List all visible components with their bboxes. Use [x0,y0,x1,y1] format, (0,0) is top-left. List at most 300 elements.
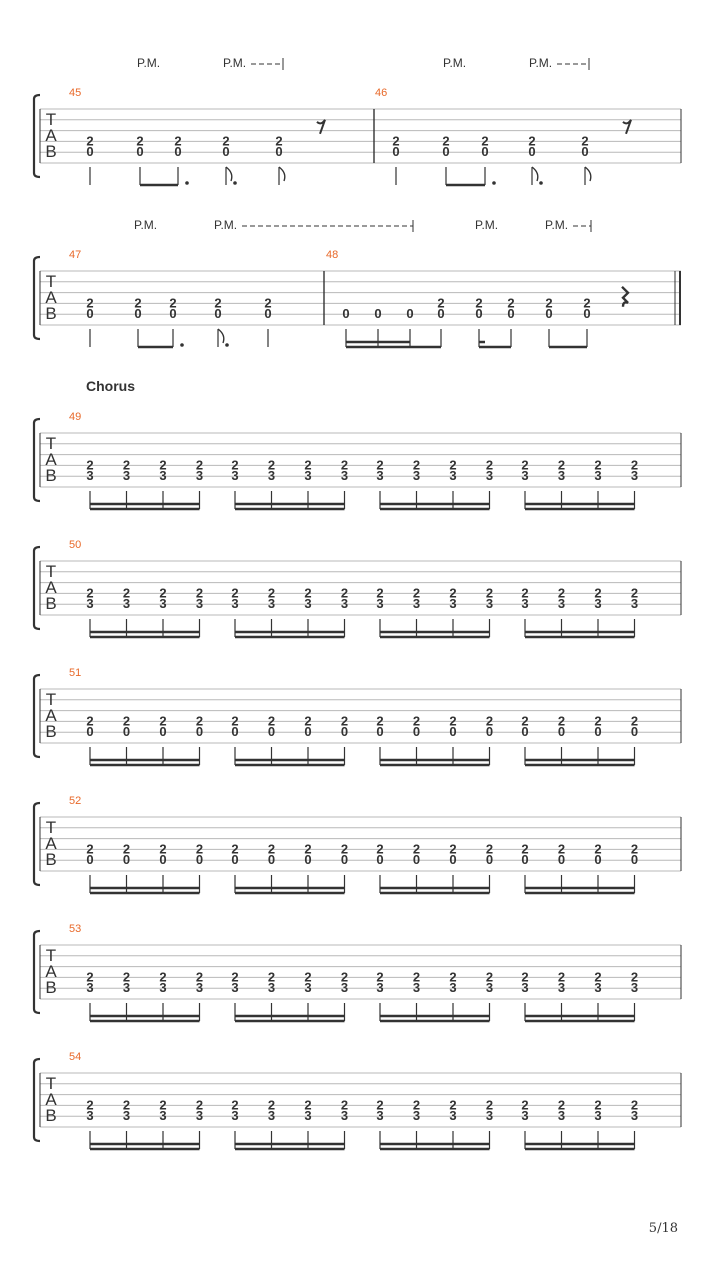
fret-number: 2 [275,133,283,149]
fret-number: 3 [557,596,566,612]
tab-clef-letter: T [45,946,57,965]
palm-mute-label: P.M. [134,218,158,232]
palm-mute-label: P.M. [475,218,499,232]
fret-number: 2 [86,457,94,473]
fret-number: 2 [267,969,276,985]
fret-number: 2 [630,841,639,857]
fret-number: 3 [231,980,239,996]
fret-number: 2 [340,457,349,473]
fret-number: 2 [449,1097,457,1113]
fret-number: 0 [342,306,350,322]
fret-number: 2 [122,969,131,985]
fret-number: 2 [557,457,566,473]
fret-number: 2 [159,841,167,857]
tab-clef-letter: A [45,578,57,597]
fret-number: 2 [449,713,457,729]
fret-number: 0 [485,724,494,740]
fret-number: 3 [340,596,349,612]
fret-number: 3 [195,980,204,996]
fret-number: 0 [340,852,349,868]
fret-number: 0 [86,144,94,160]
tab-clef-letter: T [45,272,57,291]
dot [539,181,543,185]
palm-mute-label: P.M. [529,56,553,70]
fret-number: 2 [412,1097,421,1113]
fret-number: 2 [449,841,457,857]
fret-number: 3 [231,468,239,484]
fret-number: 2 [267,457,276,473]
fret-number: 2 [231,969,239,985]
fret-number: 2 [485,841,494,857]
fret-number: 2 [583,295,591,311]
fret-number: 3 [231,1108,239,1124]
fret-number: 2 [630,1097,639,1113]
fret-number: 2 [174,133,182,149]
fret-number: 3 [412,468,421,484]
fret-number: 3 [267,980,276,996]
fret-number: 2 [231,457,239,473]
fret-number: 2 [231,585,239,601]
tab-clef-letter: A [45,288,57,307]
fret-number: 2 [412,713,421,729]
fret-number: 0 [86,852,94,868]
dot [492,181,496,185]
fret-number: 2 [195,713,204,729]
fret-number: 3 [159,980,167,996]
measure-number: 45 [69,87,82,99]
fret-number: 2 [86,713,94,729]
fret-number: 2 [412,841,421,857]
fret-number: 3 [485,468,494,484]
fret-number: 2 [485,713,494,729]
fret-number: 0 [231,852,239,868]
fret-number: 0 [195,724,204,740]
fret-number: 3 [412,980,421,996]
fret-number: 0 [485,852,494,868]
fret-number: 2 [86,969,94,985]
system-bracket [34,95,40,177]
fret-number: 2 [340,713,349,729]
fret-number: 2 [521,1097,529,1113]
fret-number: 2 [449,585,457,601]
fret-number: 3 [485,1108,494,1124]
fret-number: 2 [195,1097,204,1113]
note-flag [218,329,224,343]
tab-clef-letter: A [45,126,57,145]
fret-number: 2 [594,585,602,601]
tab-clef-letter: B [45,594,57,613]
eighth-rest [623,120,631,134]
system-bracket [34,675,40,757]
fret-number: 3 [304,468,312,484]
tab-clef-letter: A [45,706,57,725]
fret-number: 3 [195,468,204,484]
fret-number: 0 [376,724,384,740]
fret-number: 2 [340,585,349,601]
measure-number: 49 [69,411,82,423]
fret-number: 0 [406,306,414,322]
fret-number: 2 [594,841,602,857]
fret-number: 0 [412,852,421,868]
fret-number: 2 [267,841,276,857]
fret-number: 3 [340,468,349,484]
fret-number: 2 [481,133,489,149]
fret-number: 2 [376,1097,384,1113]
fret-number: 3 [304,1108,312,1124]
fret-number: 0 [594,852,602,868]
fret-number: 2 [449,969,457,985]
fret-number: 3 [376,596,384,612]
fret-number: 2 [485,585,494,601]
tab-clef-letter: B [45,978,57,997]
fret-number: 3 [449,468,457,484]
fret-number: 3 [594,596,602,612]
fret-number: 2 [545,295,553,311]
note-flag [585,167,591,181]
fret-number: 3 [304,596,312,612]
fret-number: 2 [521,457,529,473]
tab-clef-letter: B [45,850,57,869]
fret-number: 3 [485,596,494,612]
fret-number: 2 [231,1097,239,1113]
fret-number: 0 [136,144,144,160]
palm-mute-label: P.M. [137,56,161,70]
fret-number: 0 [528,144,536,160]
fret-number: 2 [340,1097,349,1113]
fret-number: 3 [412,1108,421,1124]
fret-number: 2 [376,457,384,473]
fret-number: 2 [412,969,421,985]
fret-number: 0 [304,852,312,868]
fret-number: 0 [437,306,445,322]
fret-number: 3 [557,980,566,996]
fret-number: 3 [195,596,204,612]
fret-number: 0 [630,724,639,740]
section-label-chorus: Chorus [86,378,135,394]
fret-number: 2 [521,585,529,601]
fret-number: 2 [304,1097,312,1113]
fret-number: 0 [86,306,94,322]
fret-number: 0 [581,144,589,160]
fret-number: 2 [222,133,230,149]
fret-number: 2 [412,585,421,601]
fret-number: 0 [340,724,349,740]
fret-number: 2 [376,841,384,857]
fret-number: 2 [521,841,529,857]
fret-number: 2 [630,457,639,473]
fret-number: 2 [304,841,312,857]
fret-number: 2 [86,585,94,601]
fret-number: 0 [275,144,283,160]
fret-number: 3 [630,468,639,484]
fret-number: 3 [630,980,639,996]
fret-number: 2 [557,585,566,601]
tab-clef-letter: T [45,434,57,453]
fret-number: 2 [264,295,272,311]
fret-number: 0 [449,724,457,740]
fret-number: 3 [267,1108,276,1124]
fret-number: 2 [86,841,94,857]
fret-number: 2 [412,457,421,473]
fret-number: 2 [304,585,312,601]
fret-number: 3 [449,980,457,996]
fret-number: 3 [195,1108,204,1124]
measure-number: 48 [326,249,339,261]
fret-number: 0 [231,724,239,740]
fret-number: 3 [86,1108,94,1124]
fret-number: 2 [86,295,94,311]
fret-number: 3 [376,1108,384,1124]
fret-number: 2 [376,585,384,601]
fret-number: 3 [449,596,457,612]
fret-number: 3 [594,980,602,996]
fret-number: 2 [267,585,276,601]
fret-number: 3 [267,596,276,612]
fret-number: 3 [122,1108,131,1124]
tab-clef-letter: T [45,562,57,581]
fret-number: 3 [122,980,131,996]
note-flag [532,167,538,181]
fret-number: 0 [134,306,142,322]
fret-number: 2 [134,295,142,311]
fret-number: 0 [507,306,515,322]
fret-number: 2 [340,969,349,985]
fret-number: 0 [376,852,384,868]
fret-number: 2 [159,969,167,985]
fret-number: 2 [231,713,239,729]
fret-number: 0 [449,852,457,868]
measure-number: 51 [69,667,82,679]
fret-number: 2 [630,969,639,985]
fret-number: 2 [521,713,529,729]
fret-number: 0 [583,306,591,322]
fret-number: 3 [159,468,167,484]
fret-number: 2 [86,1097,94,1113]
fret-number: 3 [485,980,494,996]
fret-number: 2 [485,457,494,473]
tab-clef-letter: A [45,450,57,469]
palm-mute-label: P.M. [443,56,467,70]
fret-number: 2 [122,1097,131,1113]
dot [225,343,229,347]
fret-number: 3 [340,1108,349,1124]
fret-number: 0 [159,724,167,740]
fret-number: 2 [630,713,639,729]
fret-number: 3 [122,468,131,484]
fret-number: 3 [231,596,239,612]
fret-number: 0 [169,306,177,322]
fret-number: 0 [122,852,131,868]
fret-number: 0 [86,724,94,740]
fret-number: 2 [122,841,131,857]
fret-number: 2 [267,1097,276,1113]
fret-number: 3 [159,596,167,612]
fret-number: 3 [630,1108,639,1124]
fret-number: 2 [195,585,204,601]
tab-clef-letter: A [45,962,57,981]
fret-number: 0 [412,724,421,740]
fret-number: 2 [231,841,239,857]
fret-number: 0 [195,852,204,868]
measure-number: 52 [69,795,82,807]
fret-number: 0 [557,852,566,868]
fret-number: 3 [521,596,529,612]
fret-number: 3 [449,1108,457,1124]
fret-number: 0 [174,144,182,160]
measure-number: 50 [69,539,82,551]
palm-mute-label: P.M. [214,218,238,232]
fret-number: 2 [304,713,312,729]
fret-number: 0 [557,724,566,740]
fret-number: 3 [521,468,529,484]
fret-number: 2 [136,133,144,149]
fret-number: 0 [214,306,222,322]
fret-number: 0 [521,724,529,740]
page-number: 5/18 [648,1221,678,1236]
fret-number: 0 [475,306,483,322]
fret-number: 0 [521,852,529,868]
system-bracket [34,931,40,1013]
fret-number: 0 [267,852,276,868]
measure-number: 46 [375,87,388,99]
system-bracket [34,1059,40,1141]
fret-number: 2 [485,969,494,985]
fret-number: 3 [376,468,384,484]
fret-number: 3 [86,980,94,996]
fret-number: 2 [630,585,639,601]
fret-number: 3 [594,468,602,484]
fret-number: 2 [122,713,131,729]
fret-number: 3 [557,468,566,484]
fret-number: 3 [594,1108,602,1124]
tab-clef-letter: T [45,110,57,129]
eighth-rest [317,120,325,134]
fret-number: 3 [122,596,131,612]
fret-number: 3 [86,468,94,484]
fret-number: 3 [86,596,94,612]
fret-number: 3 [159,1108,167,1124]
fret-number: 2 [581,133,589,149]
fret-number: 0 [159,852,167,868]
fret-number: 0 [264,306,272,322]
fret-number: 3 [376,980,384,996]
fret-number: 2 [507,295,515,311]
fret-number: 2 [594,457,602,473]
fret-number: 0 [374,306,382,322]
fret-number: 2 [557,713,566,729]
fret-number: 3 [304,980,312,996]
measure-number: 47 [69,249,82,261]
fret-number: 0 [392,144,400,160]
fret-number: 0 [545,306,553,322]
fret-number: 3 [521,980,529,996]
fret-number: 2 [122,585,131,601]
fret-number: 2 [195,969,204,985]
fret-number: 3 [630,596,639,612]
fret-number: 2 [195,841,204,857]
fret-number: 2 [169,295,177,311]
fret-number: 2 [214,295,222,311]
fret-number: 2 [594,969,602,985]
fret-number: 2 [304,969,312,985]
tab-clef-letter: B [45,304,57,323]
fret-number: 3 [412,596,421,612]
fret-number: 2 [557,1097,566,1113]
fret-number: 2 [594,713,602,729]
note-flag [279,167,285,181]
fret-number: 2 [557,841,566,857]
tab-clef-letter: B [45,1106,57,1125]
tab-clef-letter: T [45,1074,57,1093]
system-bracket [34,803,40,885]
fret-number: 0 [594,724,602,740]
note-flag [226,167,232,181]
fret-number: 2 [159,1097,167,1113]
fret-number: 0 [481,144,489,160]
fret-number: 2 [442,133,450,149]
dot [180,343,184,347]
fret-number: 3 [557,1108,566,1124]
dot [185,181,189,185]
palm-mute-label: P.M. [223,56,247,70]
fret-number: 2 [86,133,94,149]
tab-clef-letter: A [45,834,57,853]
fret-number: 2 [485,1097,494,1113]
fret-number: 2 [340,841,349,857]
fret-number: 2 [594,1097,602,1113]
tab-clef-letter: T [45,818,57,837]
fret-number: 2 [392,133,400,149]
dot [233,181,237,185]
fret-number: 3 [267,468,276,484]
fret-number: 0 [222,144,230,160]
fret-number: 2 [122,457,131,473]
fret-number: 2 [521,969,529,985]
fret-number: 2 [437,295,445,311]
palm-mute-label: P.M. [545,218,569,232]
tab-clef-letter: B [45,142,57,161]
fret-number: 2 [475,295,483,311]
system-bracket [34,547,40,629]
system-bracket [34,257,40,339]
fret-number: 0 [122,724,131,740]
system-bracket [34,419,40,501]
fret-number: 2 [376,969,384,985]
fret-number: 0 [442,144,450,160]
fret-number: 2 [267,713,276,729]
fret-number: 2 [195,457,204,473]
fret-number: 2 [304,457,312,473]
fret-number: 2 [159,713,167,729]
fret-number: 2 [159,457,167,473]
tab-clef-letter: B [45,466,57,485]
fret-number: 3 [340,980,349,996]
tab-clef-letter: T [45,690,57,709]
fret-number: 3 [521,1108,529,1124]
tab-clef-letter: B [45,722,57,741]
tab-clef-letter: A [45,1090,57,1109]
fret-number: 0 [304,724,312,740]
fret-number: 2 [528,133,536,149]
fret-number: 2 [376,713,384,729]
fret-number: 2 [449,457,457,473]
fret-number: 2 [557,969,566,985]
measure-number: 54 [69,1051,82,1063]
fret-number: 0 [630,852,639,868]
measure-number: 53 [69,923,82,935]
fret-number: 0 [267,724,276,740]
fret-number: 2 [159,585,167,601]
